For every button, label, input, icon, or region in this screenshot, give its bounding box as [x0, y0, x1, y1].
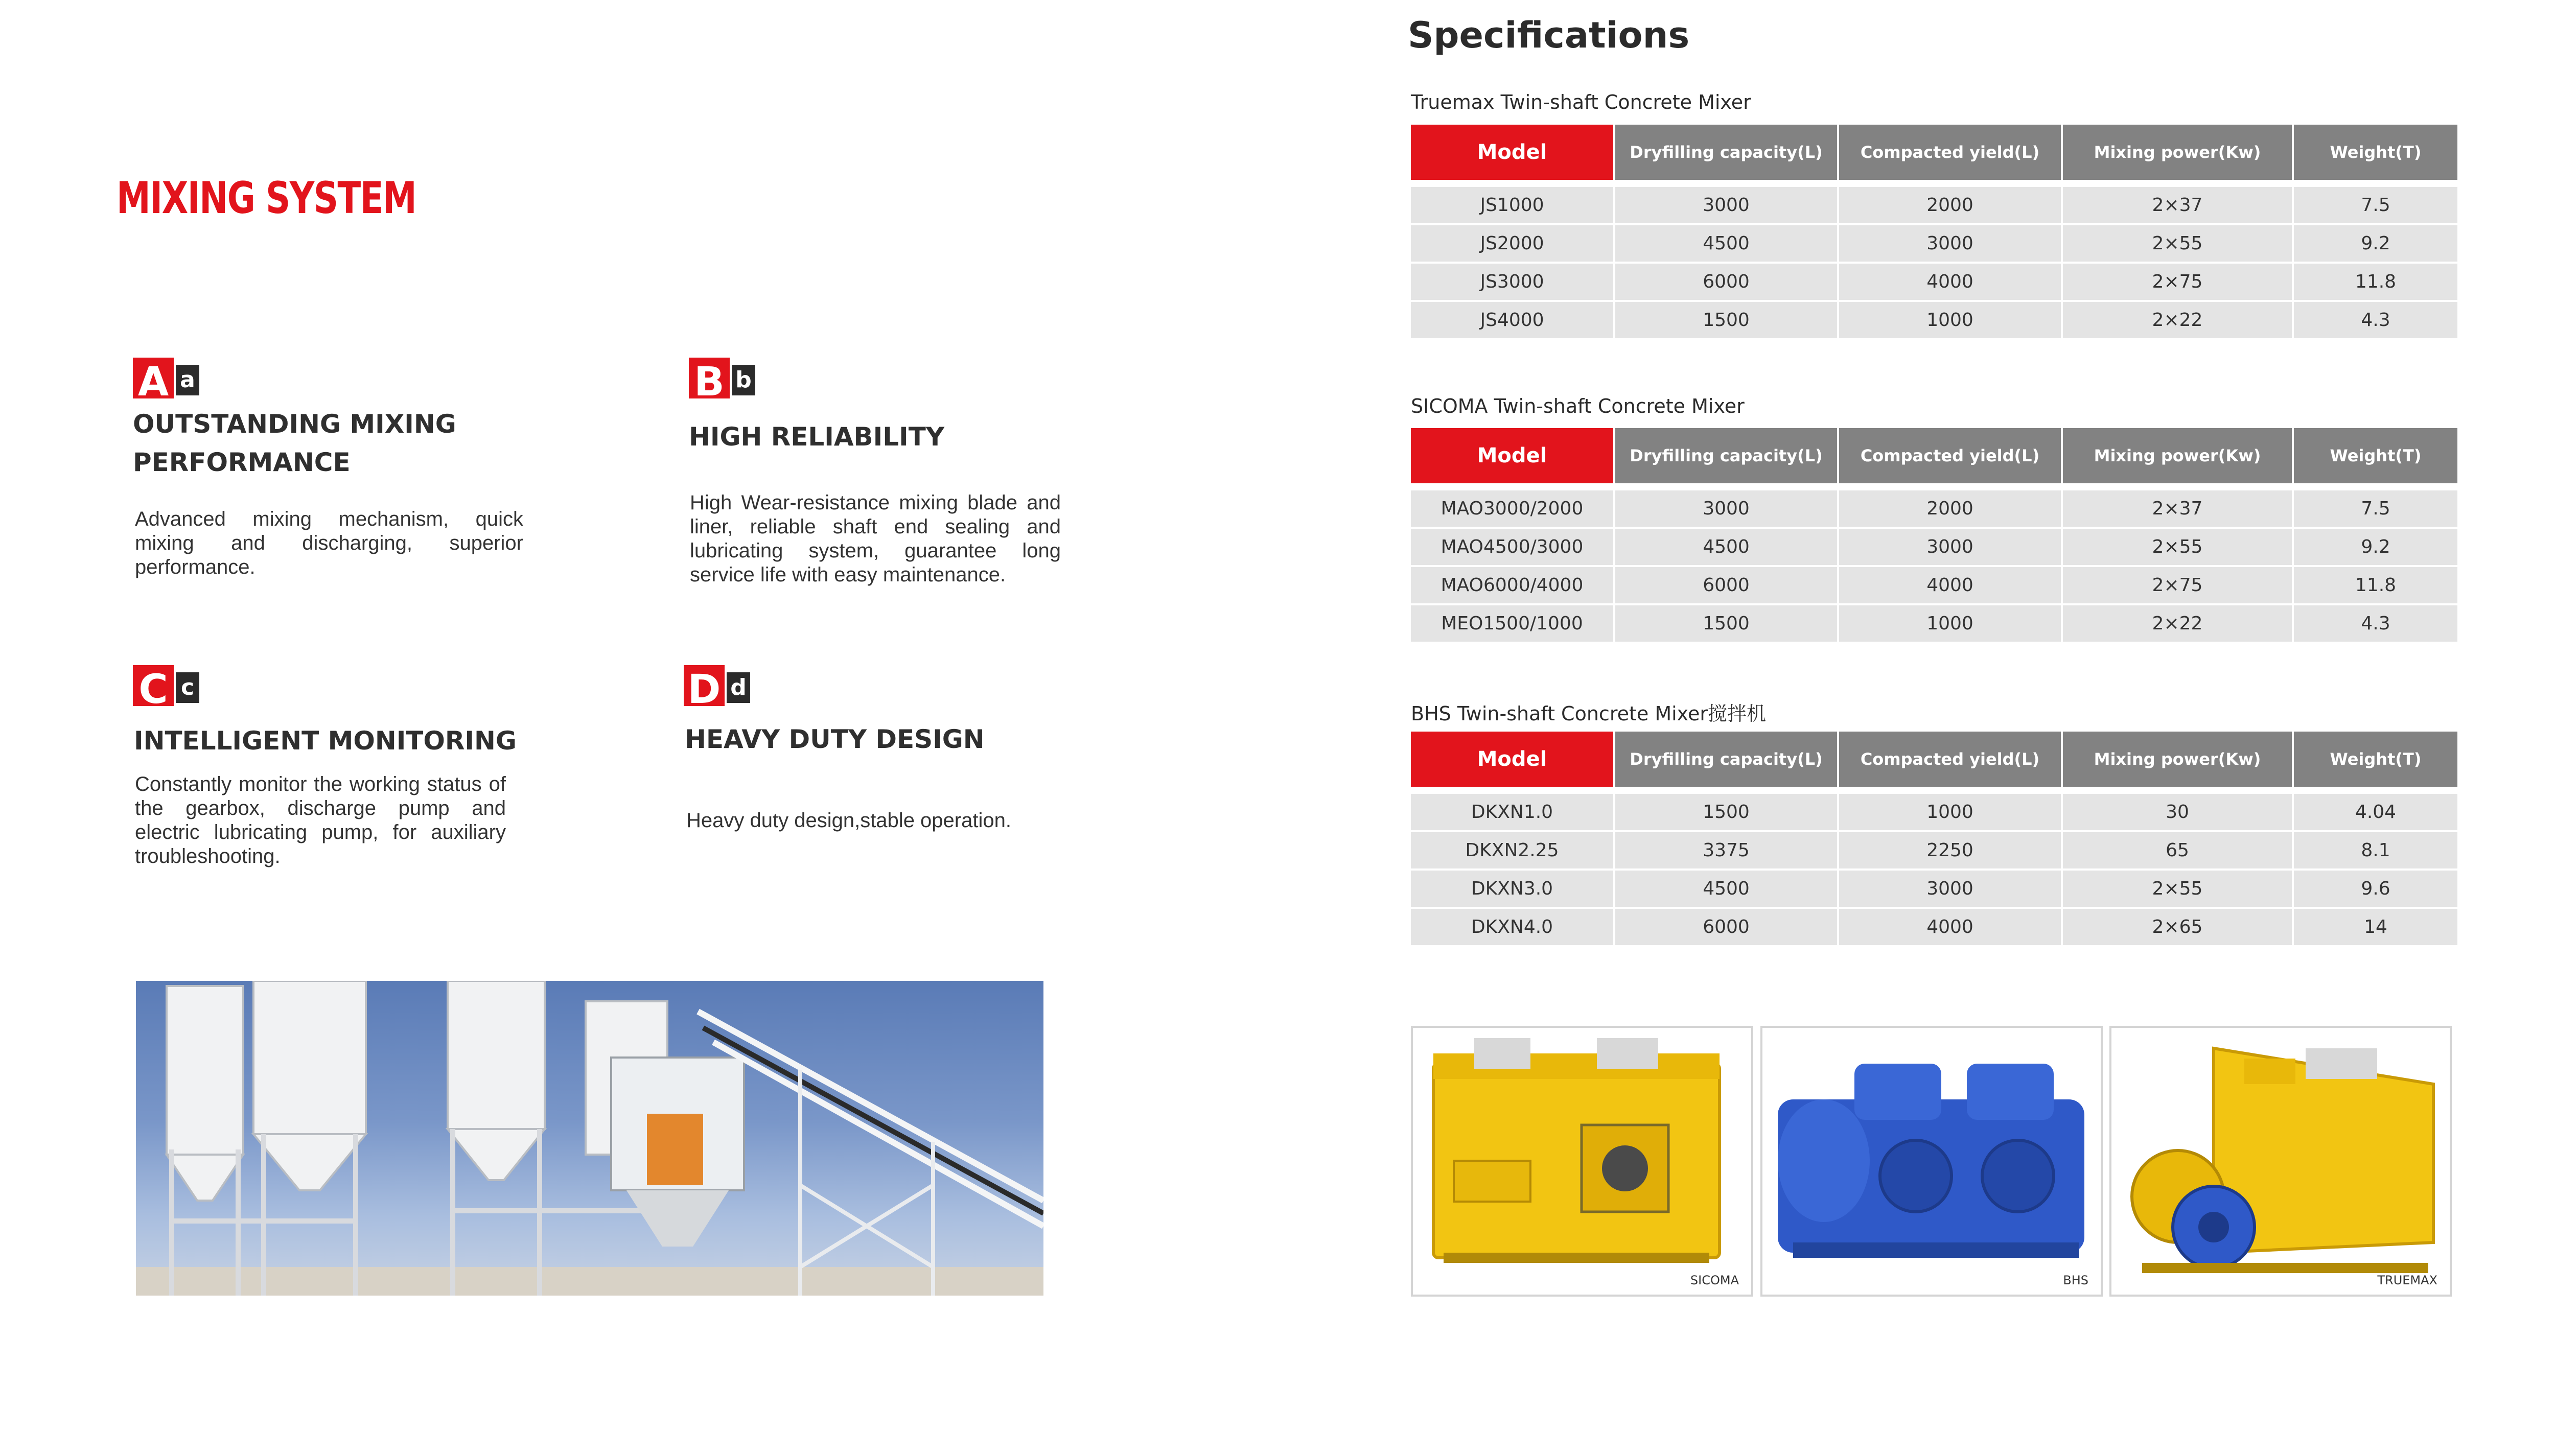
table-row — [1411, 870, 2457, 908]
feature-c-title: INTELLIGENT MONITORING — [134, 726, 517, 756]
mixing-plant-photo — [136, 981, 1043, 1296]
table-cell: MAO3000/2000 — [1411, 490, 1614, 528]
column-header: Weight(T) — [2293, 428, 2457, 483]
column-header: Dryfilling capacity(L) — [1614, 732, 1838, 787]
table-cell: 3000 — [1614, 490, 1838, 528]
column-header: Mixing power(Kw) — [2062, 428, 2293, 483]
table-cell: 3000 — [1838, 528, 2062, 566]
table-cell: 1000 — [1838, 794, 2062, 831]
column-header: Dryfilling capacity(L) — [1614, 125, 1838, 180]
table-cell: 7.5 — [2293, 187, 2457, 224]
table-cell: 9.6 — [2293, 870, 2457, 908]
table-cell: 8.1 — [2293, 831, 2457, 870]
table-cell: 1000 — [1838, 301, 2062, 339]
table-row — [1411, 301, 2457, 339]
column-header: Dryfilling capacity(L) — [1614, 428, 1838, 483]
table-row — [1411, 224, 2457, 263]
table-row — [1411, 528, 2457, 566]
table-cell: JS4000 — [1411, 301, 1614, 339]
table-cell: DKXN4.0 — [1411, 908, 1614, 946]
table-row — [1411, 831, 2457, 870]
table-cell: 4000 — [1838, 908, 2062, 946]
feature-a-badge: A a — [133, 358, 210, 398]
column-header: Compacted yield(L) — [1838, 125, 2062, 180]
table-cell: 14 — [2293, 908, 2457, 946]
table-cell: MAO4500/3000 — [1411, 528, 1614, 566]
table-cell: 3000 — [1614, 187, 1838, 224]
table-cell: 65 — [2062, 831, 2293, 870]
table-cell: 6000 — [1614, 263, 1838, 301]
table-cell: 4000 — [1838, 263, 2062, 301]
column-header: Model — [1411, 732, 1614, 787]
table-cell: 4500 — [1614, 528, 1838, 566]
table-cell: 2×37 — [2062, 187, 2293, 224]
table-2-caption: SICOMA Twin-shaft Concrete Mixer — [1411, 395, 1745, 417]
table-cell: 4.04 — [2293, 794, 2457, 831]
table-row — [1411, 908, 2457, 946]
table-cell: 2×55 — [2062, 224, 2293, 263]
table-cell: DKXN3.0 — [1411, 870, 1614, 908]
table-header-row — [1411, 732, 2457, 787]
table-row — [1411, 187, 2457, 224]
product-brand-label: TRUEMAX — [2377, 1273, 2437, 1287]
feature-c-badge: C c — [133, 665, 210, 706]
table-cell: 6000 — [1614, 908, 1838, 946]
feature-d-badge: D d — [684, 665, 760, 706]
table-cell: MEO1500/1000 — [1411, 604, 1614, 643]
table-cell: JS3000 — [1411, 263, 1614, 301]
table-cell: 1000 — [1838, 604, 2062, 643]
table-cell: 2×65 — [2062, 908, 2293, 946]
table-1-caption: Truemax Twin-shaft Concrete Mixer — [1411, 91, 1751, 113]
sicoma-mixer-photo — [1411, 1026, 1753, 1297]
table-cell: 2000 — [1838, 187, 2062, 224]
table-cell: 4500 — [1614, 224, 1838, 263]
column-header: Model — [1411, 428, 1614, 483]
table-header-row — [1411, 428, 2457, 483]
column-header: Compacted yield(L) — [1838, 428, 2062, 483]
feature-b-title: HIGH RELIABILITY — [689, 422, 945, 452]
table-header-row — [1411, 125, 2457, 180]
feature-a-description: Advanced mixing mechanism, quick mixing and discharging, superior performance. — [135, 508, 523, 578]
feature-d-description: Heavy duty design,stable operation. — [686, 809, 1011, 832]
table-row — [1411, 604, 2457, 643]
feature-b-badge: B b — [689, 358, 765, 398]
table-cell: 1500 — [1614, 604, 1838, 643]
table-cell: 7.5 — [2293, 490, 2457, 528]
table-cell: 3000 — [1838, 870, 2062, 908]
column-header: Weight(T) — [2293, 732, 2457, 787]
table-cell: 2×22 — [2062, 301, 2293, 339]
table-cell: DKXN2.25 — [1411, 831, 1614, 870]
table-cell: 2×75 — [2062, 566, 2293, 604]
table-cell: 11.8 — [2293, 566, 2457, 604]
product-brand-label: BHS — [2063, 1273, 2088, 1287]
table-cell: 2×55 — [2062, 870, 2293, 908]
column-header: Weight(T) — [2293, 125, 2457, 180]
bhs-spec-table — [1411, 732, 2457, 947]
column-header: Compacted yield(L) — [1838, 732, 2062, 787]
feature-d-title: HEAVY DUTY DESIGN — [685, 724, 985, 754]
table-cell: DKXN1.0 — [1411, 794, 1614, 831]
table-cell: 2000 — [1838, 490, 2062, 528]
table-row — [1411, 566, 2457, 604]
table-cell: 2×55 — [2062, 528, 2293, 566]
page-title: MIXING SYSTEM — [117, 173, 416, 224]
table-cell: 9.2 — [2293, 528, 2457, 566]
table-row — [1411, 490, 2457, 528]
table-row — [1411, 794, 2457, 831]
table-cell: 4000 — [1838, 566, 2062, 604]
feature-c-description: Constantly monitor the working status of the gearbox, discharge pump and electric lubricating pump, for auxiliary troubleshooting. — [135, 773, 506, 867]
truemax-mixer-photo — [2109, 1026, 2452, 1297]
table-cell: 1500 — [1614, 794, 1838, 831]
table-cell: 9.2 — [2293, 224, 2457, 263]
column-header: Mixing power(Kw) — [2062, 732, 2293, 787]
truemax-spec-table — [1411, 125, 2457, 340]
table-cell: 2×37 — [2062, 490, 2293, 528]
table-cell: 6000 — [1614, 566, 1838, 604]
table-3-caption: BHS Twin-shaft Concrete Mixer搅拌机 — [1411, 702, 1767, 725]
product-brand-label: SICOMA — [1690, 1273, 1739, 1287]
table-cell: 11.8 — [2293, 263, 2457, 301]
table-cell: MAO6000/4000 — [1411, 566, 1614, 604]
sicoma-spec-table — [1411, 428, 2457, 644]
bhs-mixer-photo — [1760, 1026, 2103, 1297]
table-cell: 3000 — [1838, 224, 2062, 263]
table-cell: 2×75 — [2062, 263, 2293, 301]
table-cell: 3375 — [1614, 831, 1838, 870]
table-cell: JS2000 — [1411, 224, 1614, 263]
feature-a-title: OUTSTANDING MIXING PERFORMANCE — [133, 409, 456, 477]
table-cell: JS1000 — [1411, 187, 1614, 224]
table-row — [1411, 263, 2457, 301]
specifications-title: Specifications — [1408, 14, 1690, 56]
table-cell: 2250 — [1838, 831, 2062, 870]
feature-b-description: High Wear-resistance mixing blade and liner, reliable shaft end sealing and lubricating system, guarantee long service life with easy maintenance. — [690, 491, 1061, 586]
table-cell: 1500 — [1614, 301, 1838, 339]
column-header: Mixing power(Kw) — [2062, 125, 2293, 180]
table-cell: 4.3 — [2293, 604, 2457, 643]
table-cell: 2×22 — [2062, 604, 2293, 643]
column-header: Model — [1411, 125, 1614, 180]
table-cell: 4500 — [1614, 870, 1838, 908]
table-cell: 4.3 — [2293, 301, 2457, 339]
table-cell: 30 — [2062, 794, 2293, 831]
